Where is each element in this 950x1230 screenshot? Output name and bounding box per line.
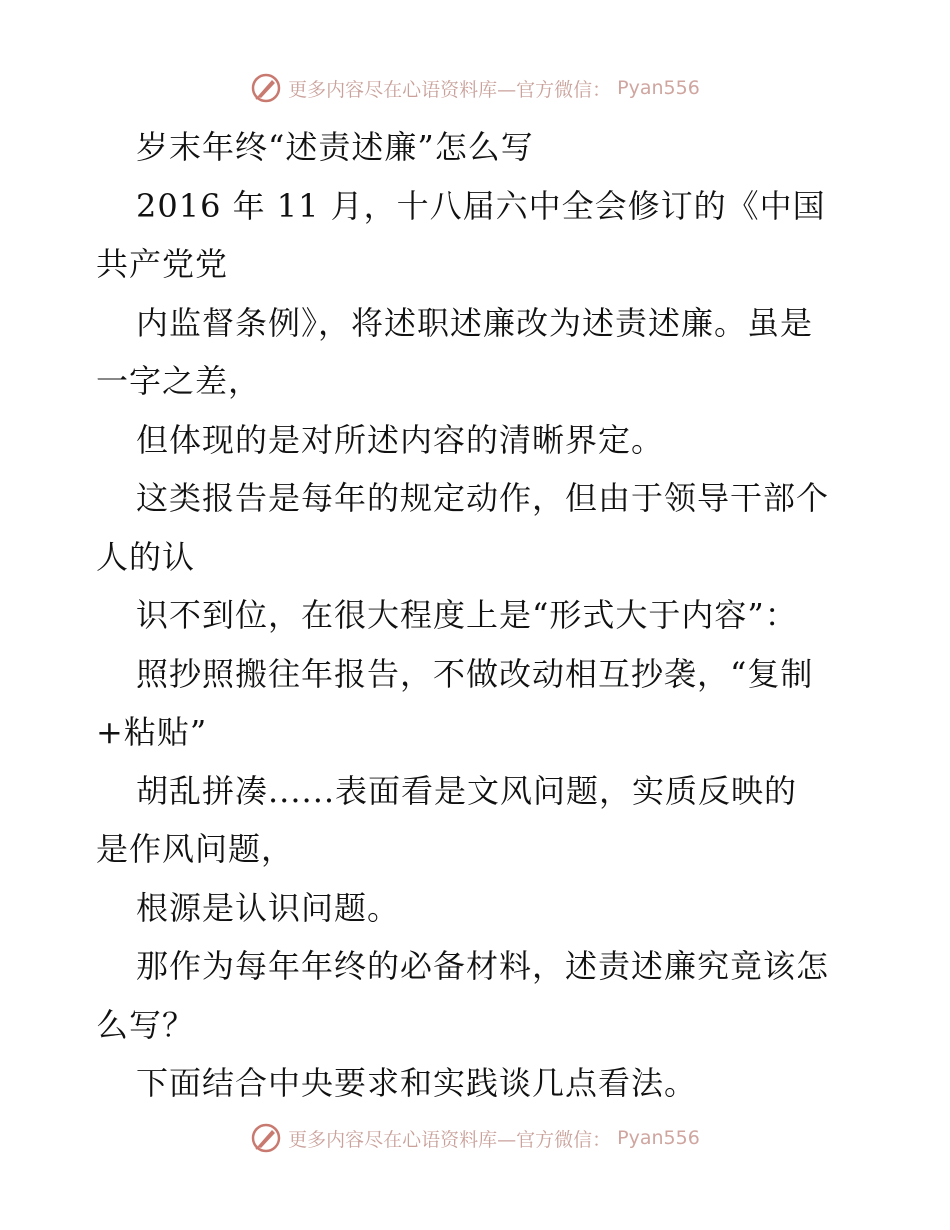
paragraph-line: 2016 年 11 月，十八届六中全会修订的《中国: [136, 186, 826, 225]
quill-seal-icon: [250, 72, 282, 104]
document-body: [96, 118, 856, 1113]
paragraph-line: 下面结合中央要求和实践谈几点看法。: [136, 1064, 698, 1102]
paragraph-line: 识不到位，在很大程度上是“形式大于内容”：: [136, 596, 798, 634]
paragraph-line: 是作风问题，: [96, 830, 295, 868]
quill-seal-icon: [250, 1122, 282, 1154]
paragraph-line: 根源是认识问题。: [136, 888, 401, 927]
doc-title: 岁末年终“述责述廉”怎么写: [136, 128, 534, 166]
paragraph-line: 人的认: [96, 537, 196, 576]
paragraph-line: 这类报告是每年的规定动作，但由于领导干部个: [136, 479, 830, 517]
paragraph-line: 那作为每年年终的必备材料，述责述廉究竟该怎: [136, 947, 830, 985]
header-watermark: [0, 72, 950, 104]
paragraph-line: 照抄照搬往年报告，不做改动相互抄袭，“复制: [136, 654, 814, 693]
watermark-wechat-id: Pyan556: [617, 1127, 700, 1149]
paragraph-line: 胡乱拼凑......表面看是文风问题，实质反映的: [136, 771, 798, 810]
watermark-wechat-id: Pyan556: [617, 77, 700, 99]
paragraph-line: 内监督条例》，将述职述廉改为述责述廉。虽是: [136, 303, 814, 342]
paragraph-line: 么写？: [96, 1005, 196, 1044]
watermark-text: 更多内容尽在心语资料库—官方微信：: [288, 1128, 612, 1151]
paragraph-line: +粘贴”: [96, 713, 208, 751]
paragraph-line: 一字之差，: [96, 362, 262, 400]
paragraph-line: 共产党党: [96, 245, 229, 283]
paragraph-line: 但体现的是对所述内容的清晰界定。: [136, 420, 665, 459]
footer-watermark: [0, 1122, 950, 1154]
watermark-text: 更多内容尽在心语资料库—官方微信：: [288, 78, 612, 101]
